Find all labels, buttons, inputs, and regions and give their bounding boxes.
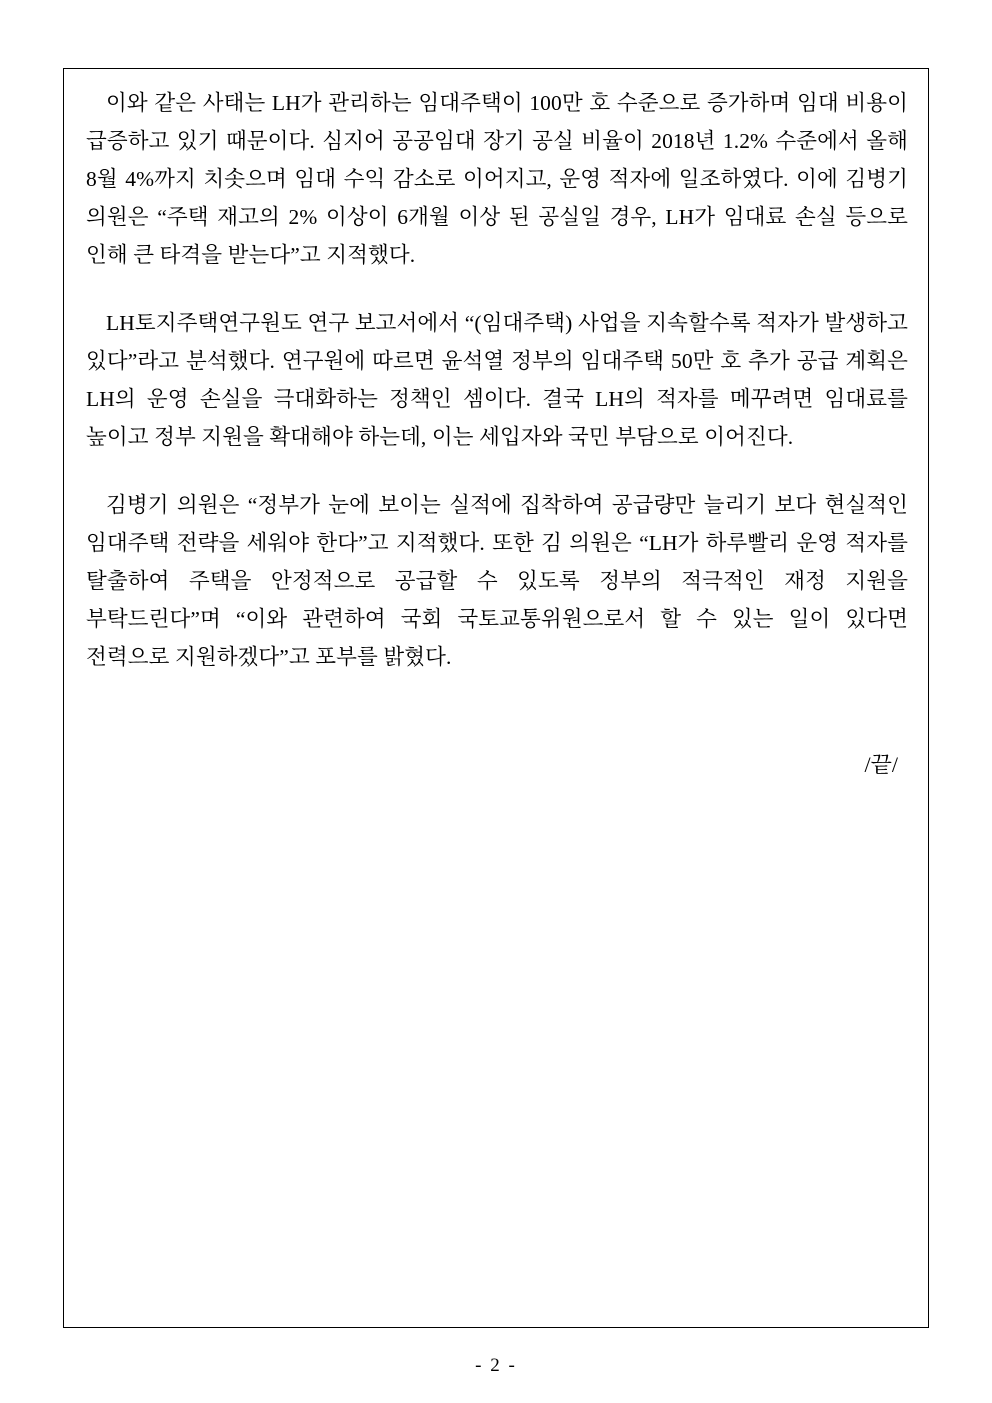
end-of-document-mark: /끝/ [864, 752, 898, 777]
document-body [78, 84, 916, 676]
page-number: - 2 - [475, 1355, 517, 1376]
paragraph: LH토지주택연구원도 연구 보고서에서 “(임대주택) 사업을 지속할수록 적자가 발생하고 있다”라고 분석했다. 연구원에 따르면 윤석열 정부의 임대주택 50만 호 추가 공급 계획은 LH의 운영 손실을 극대화하는 정책인 셈이다. 결국 LH의 적자를 메꾸려면 임대료를 높이고 정부 지원을 확대해야 하는데, 이는 세입자와 국민 부담으로 이어진다. [86, 311, 908, 449]
paragraph: 김병기 의원은 “정부가 눈에 보이는 실적에 집착하여 공급량만 늘리기 보다 현실적인 임대주택 전략을 세워야 한다”고 지적했다. 또한 김 의원은 “LH가 하루빨리 운영 적자를 탈출하여 주택을 안정적으로 공급할 수 있도록 정부의 적극적인 재정 지원을 부탁드린다”며 “이와 관련하여 국회 국토교통위원으로서 할 수 있는 일이 있다면 전력으로 지원하겠다”고 포부를 밝혔다. [86, 493, 908, 669]
paragraph: 이와 같은 사태는 LH가 관리하는 임대주택이 100만 호 수준으로 증가하며 임대 비용이 급증하고 있기 때문이다. 심지어 공공임대 장기 공실 비율이 2018년 1.2% 수준에서 올해 8월 4%까지 치솟으며 임대 수익 감소로 이어지고, 운영 적자에 일조하였다. 이에 김병기 의원은 “주택 재고의 2% 이상이 6개월 이상 된 공실일 경우, LH가 임대료 손실 등으로 인해 큰 타격을 받는다”고 지적했다. [86, 91, 908, 267]
